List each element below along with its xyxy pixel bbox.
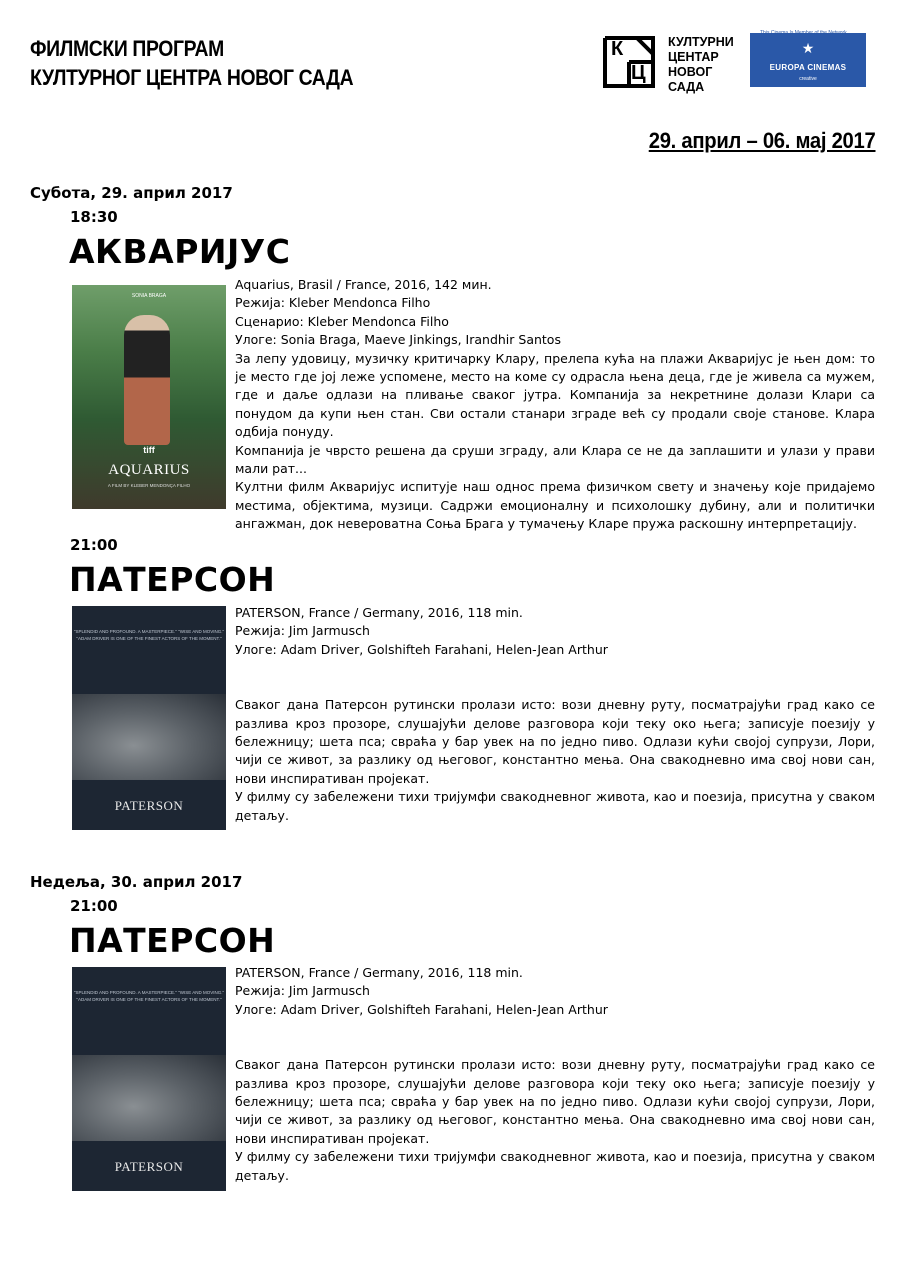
film-title: ПАТЕРСОН — [69, 921, 276, 960]
film-title: АКВАРИЈУС — [69, 232, 291, 271]
film-meta: PATERSON, France / Germany, 2016, 118 min. — [235, 605, 523, 620]
kc-name — [668, 35, 734, 95]
program-title — [30, 34, 470, 92]
film-poster — [72, 606, 226, 830]
poster-title: PATERSON — [114, 1159, 184, 1174]
day-heading: Субота, 29. април 2017 — [30, 184, 233, 202]
film-synopsis: Компанија је чврсто решена да сруши зграду, али Клара се не да заплашити и улази у прави мали рат... — [235, 442, 875, 477]
film-meta: Режија: Kleber Mendonca Filho — [235, 295, 431, 311]
kc-logo-icon — [603, 36, 657, 90]
poster-image — [72, 1055, 226, 1141]
poster-title: AQUARIUS — [108, 462, 190, 478]
film-info — [235, 276, 875, 534]
program-title-line-1: ФИЛМСКИ ПРОГРАМ — [30, 36, 224, 61]
poster-image — [72, 694, 226, 780]
europa-name: EUROPA CINEMAS — [769, 63, 847, 72]
kc-name-line: ЦЕНТАР — [668, 50, 719, 64]
day-heading: Недеља, 30. април 2017 — [30, 873, 243, 891]
film-meta: Aquarius, Brasil / France, 2016, 142 мин. — [235, 277, 492, 292]
poster-credit: A FILM BY KLEBER MENDONÇA FILHO — [107, 483, 191, 488]
kc-name-line: НОВОГ — [668, 65, 713, 79]
film-meta: Улоге: Adam Driver, Golshifteh Farahani, Helen-Jean Arthur — [235, 641, 608, 657]
film-synopsis: У филму су забележени тихи тријумфи свакодневног живота, као и поезија, присутна у сваком детаљу. — [235, 789, 875, 823]
film-poster — [72, 967, 226, 1191]
film-meta: Сценарио: Kleber Mendonca Filho — [235, 313, 449, 329]
film-poster — [72, 285, 226, 509]
poster-figure — [124, 315, 170, 445]
film-synopsis: Сваког дана Патерсон рутински пролази исто: вози дневну руту, посматрајући град како се разлива кроз прозоре, слушајући делове разговора који теку око њега; записује поезију у бележницу; шета пса; свраћа у бар увек на по једно пиво. Одлази кући својој супрузи, Лори, чији се живот, за разлику од његовог, константно мења. Она свакодневно има свој нови сан, нови инспиративан пројекат. — [235, 1057, 875, 1146]
star-icon: ★ — [801, 41, 815, 57]
film-meta: PATERSON, France / Germany, 2016, 118 min. — [235, 965, 523, 980]
kc-name-line: САДА — [668, 80, 705, 94]
kc-logo-c: Ц — [631, 62, 646, 84]
europa-sub: creative — [799, 76, 817, 82]
film-info — [235, 964, 875, 1185]
film-title: ПАТЕРСОН — [69, 560, 276, 599]
film-synopsis: Култни филм Акваријус испитује наш однос према физичком свету и значењу које придајемо местима, објектима, музици. Садржи емоционалну и психолошку дубину, али и политички ангажман, док невероватна Соња Брага у тумачењу Кларе пружа раскошну интерпретацију. — [235, 479, 875, 532]
film-meta: Улоге: Sonia Braga, Maeve Jinkings, Irandhir Santos — [235, 332, 561, 348]
film-synopsis: Сваког дана Патерсон рутински пролази исто: вози дневну руту, посматрајући град како се разлива кроз прозоре, слушајући делове разговора који теку око њега; записује поезију у бележницу; шета пса; свраћа у бар увек на по једно пиво. Одлази кући својој супрузи, Лори, чији се живот, за разлику од његовог, константно мења. Она свакодневно има свој нови сан, нови инспиративан пројекат. — [235, 697, 875, 786]
screening-time: 21:00 — [70, 536, 118, 554]
europa-cinemas-logo — [750, 30, 866, 87]
film-synopsis: За лепу удовицу, музичку критичарку Клару, прелепа кућа на плажи Акваријус је њен дом: то је место где јој леже успомене, место на коме су одрасла њена деца, где је живела са мужем, где и даље одлази на пливање сваког јутра. Компанија за некретнине долази Клари са понудом да купи њен стан. Сви остали станари зграде већ су продали своје станове. Клара одбија понуду. — [235, 350, 875, 440]
poster-quotes: "SPLENDID AND PROFOUND. A MASTERPIECE." "WISE AND MOVING." "ADAM DRIVER IS ONE OF THE FINEST ACTORS OF THE MOMENT." — [73, 990, 225, 1002]
poster-badge: tiff — [143, 445, 155, 455]
poster-actor: SONIA BRAGA — [131, 293, 167, 299]
date-range: 29. април – 06. мај 2017 — [648, 128, 875, 153]
film-synopsis: У филму су забележени тихи тријумфи свакодневног живота, као и поезија, присутна у сваком детаљу. — [235, 1149, 875, 1183]
kc-name-line: КУЛТУРНИ — [668, 35, 734, 49]
screening-time: 21:00 — [70, 897, 118, 915]
film-meta: Режија: Jim Jarmusch — [235, 623, 370, 639]
film-meta: Режија: Jim Jarmusch — [235, 983, 370, 999]
poster-title: PATERSON — [114, 798, 184, 813]
poster-quotes: "SPLENDID AND PROFOUND. A MASTERPIECE." "WISE AND MOVING." "ADAM DRIVER IS ONE OF THE FINEST ACTORS OF THE MOMENT." — [73, 629, 225, 641]
screening-time: 18:30 — [70, 208, 118, 226]
program-title-line-2: КУЛТУРНОГ ЦЕНТРА НОВОГ САДА — [30, 65, 354, 90]
film-info — [235, 604, 875, 825]
kc-logo-k: К — [611, 38, 624, 60]
europa-note: This Cinema Is Member of the Network — [760, 30, 847, 36]
film-meta: Улоге: Adam Driver, Golshifteh Farahani, Helen-Jean Arthur — [235, 1001, 608, 1017]
